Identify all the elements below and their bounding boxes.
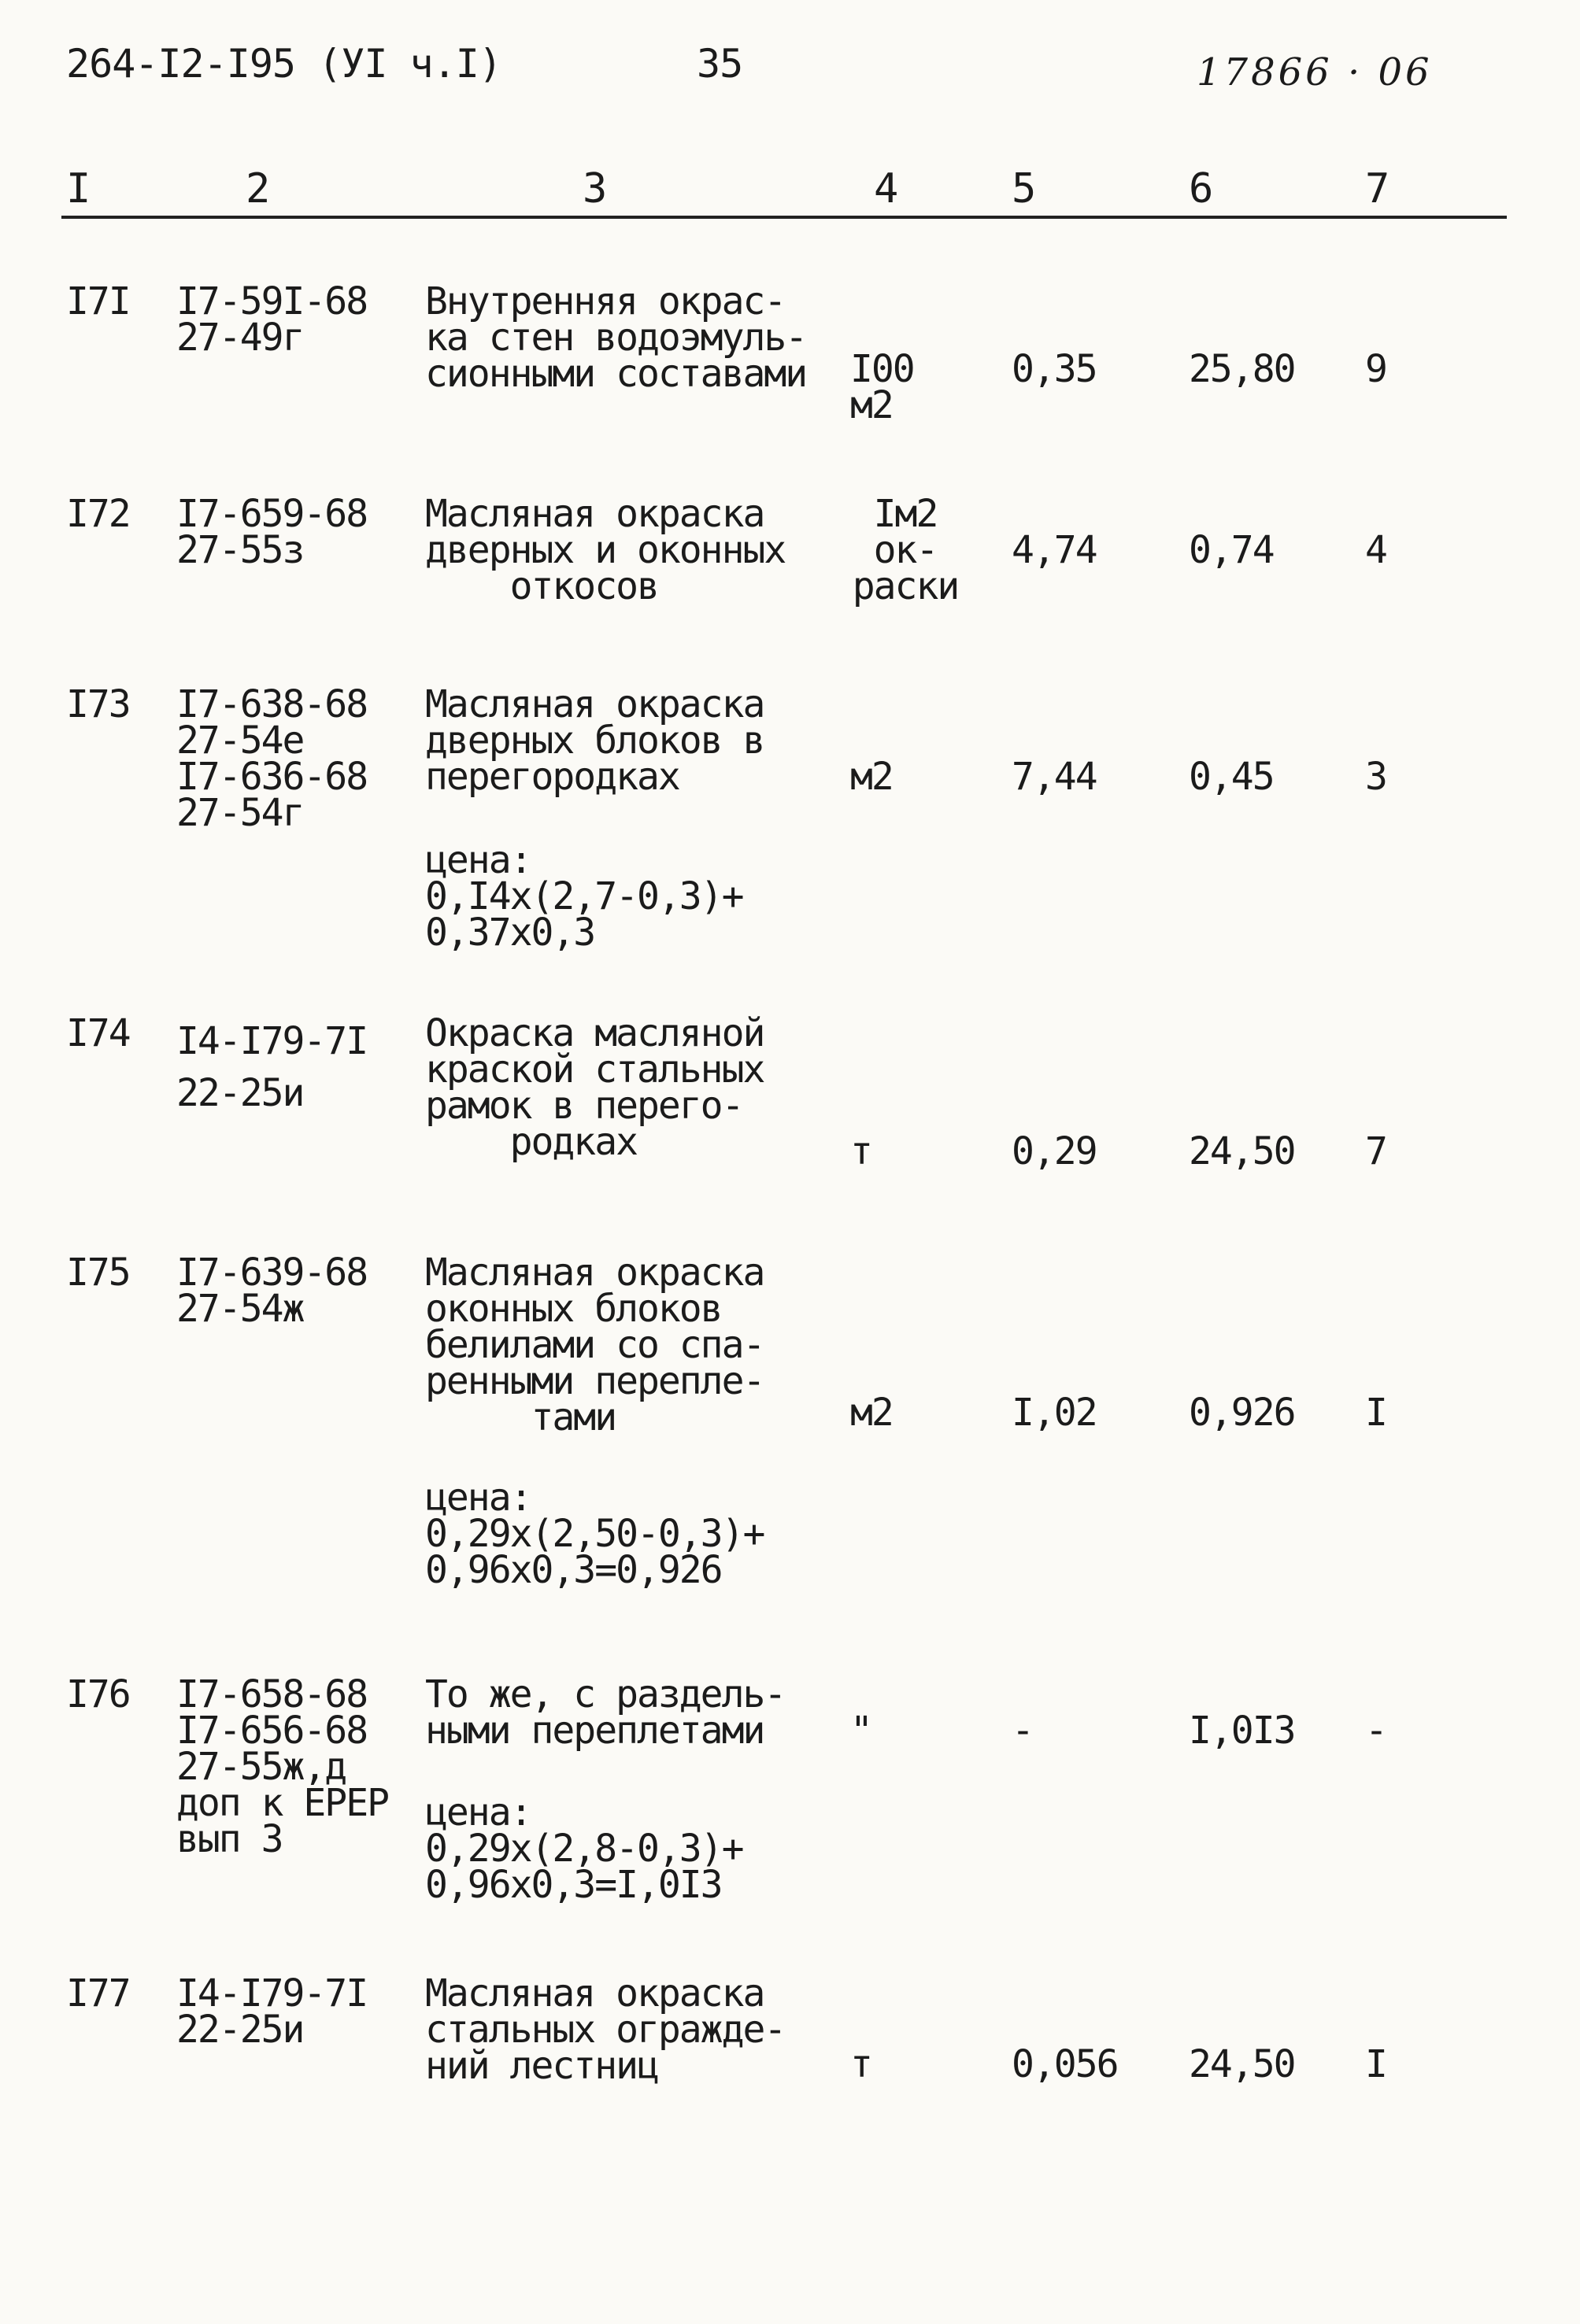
row-number: I73	[66, 682, 130, 726]
row-number: I76	[66, 1672, 130, 1716]
column-header-3: 3	[583, 165, 608, 212]
row-codes: I4-I79-7I 22-25и	[176, 1019, 368, 1115]
row-unit: "	[850, 1709, 871, 1753]
row-price: I,0I3	[1189, 1709, 1295, 1753]
row-price-note: цена: 0,I4х(2,7-0,3)+ 0,37х0,3	[425, 838, 743, 955]
handwritten-stamp: 17866 · 06	[1197, 50, 1433, 94]
row-price-note: цена: 0,29х(2,50-0,3)+ 0,96х0,3=0,926	[425, 1476, 764, 1592]
row-number: I7I	[66, 279, 130, 323]
row-quantity: I,02	[1012, 1391, 1097, 1435]
row-price-note: цена: 0,29х(2,8-0,3)+ 0,96х0,3=I,0I3	[425, 1790, 743, 1907]
row-codes: I7-59I-68 27-49г	[176, 279, 368, 360]
row-price: 0,74	[1189, 528, 1274, 572]
row-unit: т	[850, 2042, 871, 2086]
row-number: I75	[66, 1251, 130, 1295]
row-total: 7	[1365, 1129, 1386, 1173]
page-number: 35	[697, 41, 743, 87]
row-codes: I7-659-68 27-55з	[176, 492, 368, 572]
row-total: I	[1365, 1391, 1386, 1435]
row-description: Масляная окраска дверных и оконных откосов	[425, 492, 786, 608]
row-codes: I7-658-68 I7-656-68 27-55ж,д доп к ЕРЕР вып 3	[176, 1672, 388, 1861]
row-description: Внутренняя окрас- ка стен водоэмуль- сионными составами	[425, 279, 807, 396]
row-quantity: -	[1012, 1709, 1033, 1753]
row-number: I77	[66, 1971, 130, 2015]
row-price: 24,50	[1189, 2042, 1295, 2086]
row-quantity: 0,29	[1012, 1129, 1097, 1173]
row-description: Масляная окраска стальных огражде- ний лестниц	[425, 1971, 786, 2088]
row-description: То же, с раздель- ными переплетами	[425, 1672, 786, 1753]
row-description: Масляная окраска дверных блоков в перегородках	[425, 682, 764, 799]
row-price: 0,45	[1189, 755, 1274, 799]
column-header-4: 4	[874, 165, 899, 212]
row-quantity: 0,056	[1012, 2042, 1118, 2086]
row-quantity: 0,35	[1012, 347, 1097, 391]
row-description: Масляная окраска оконных блоков белилами со спа- ренными перепле- тами	[425, 1251, 764, 1439]
row-codes: I7-638-68 27-54е I7-636-68 27-54г	[176, 682, 368, 835]
row-unit: м2	[850, 1391, 893, 1435]
header-rule	[61, 216, 1507, 219]
row-total: 9	[1365, 347, 1386, 391]
row-price: 25,80	[1189, 347, 1295, 391]
row-price: 24,50	[1189, 1129, 1295, 1173]
row-total: -	[1365, 1709, 1386, 1753]
column-header-5: 5	[1012, 165, 1037, 212]
row-unit: т	[850, 1129, 871, 1173]
column-header-7: 7	[1365, 165, 1390, 212]
row-unit: Iм2 ок- раски	[852, 492, 959, 608]
row-quantity: 4,74	[1012, 528, 1097, 572]
row-codes: I7-639-68 27-54ж	[176, 1251, 368, 1331]
row-number: I74	[66, 1011, 130, 1055]
row-codes: I4-I79-7I 22-25и	[176, 1971, 368, 2052]
row-unit: м2	[850, 755, 893, 799]
row-unit: I00 м2	[850, 347, 914, 427]
row-total: 3	[1365, 755, 1386, 799]
column-header-1: I	[66, 165, 91, 212]
column-header-6: 6	[1189, 165, 1214, 212]
row-price: 0,926	[1189, 1391, 1295, 1435]
row-description: Окраска масляной краской стальных рамок в перего- родках	[425, 1011, 764, 1164]
row-total: 4	[1365, 528, 1386, 572]
document-code: 264-I2-I95 (УI ч.I)	[66, 41, 501, 87]
column-header-2: 2	[246, 165, 271, 212]
row-quantity: 7,44	[1012, 755, 1097, 799]
row-total: I	[1365, 2042, 1386, 2086]
row-number: I72	[66, 492, 130, 536]
